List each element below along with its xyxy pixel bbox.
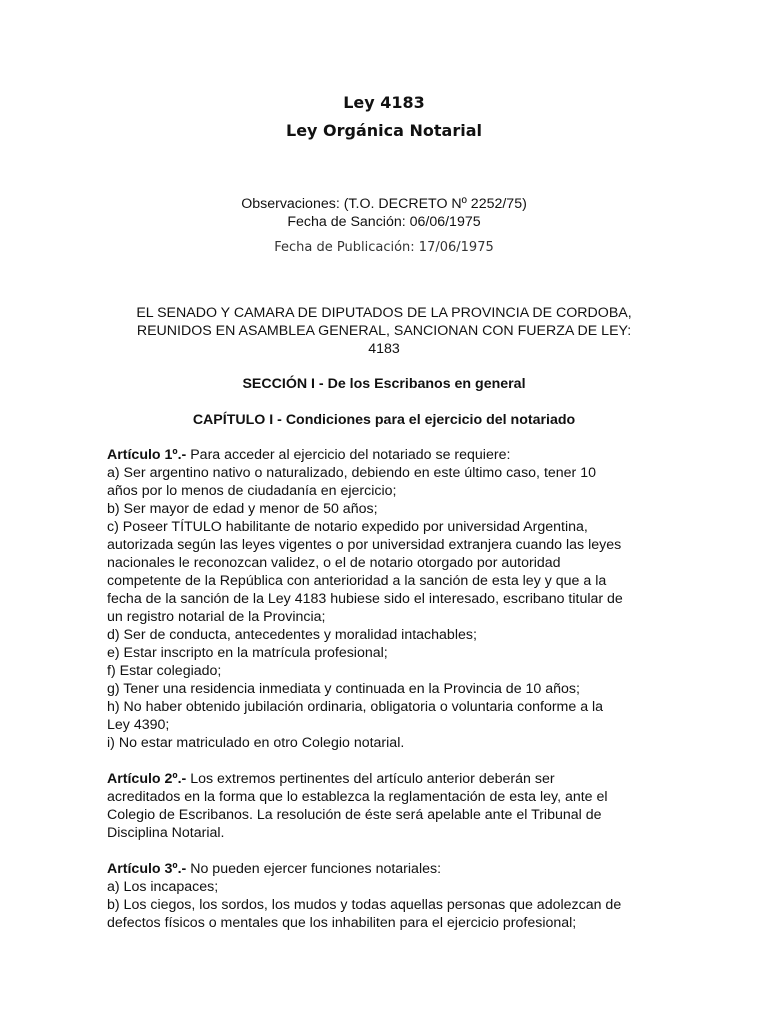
observaciones-text: Observaciones: (T.O. DECRETO Nº 2252/75) (241, 196, 527, 212)
article-heading (107, 446, 667, 464)
preamble-line: EL SENADO Y CAMARA DE DIPUTADOS DE LA PROVINCIA DE CORDOBA, (136, 305, 632, 321)
article-line: a) Los incapaces; (107, 879, 219, 895)
article-label: Artículo 1º.- (107, 447, 187, 463)
chapter-title: CAPÍTULO I - Condiciones para el ejercicio del notariado (192, 412, 576, 428)
article-line: nacionales le reconozcan validez, o el de notario otorgado por autoridad (107, 555, 561, 571)
article-line: b) Ser mayor de edad y menor de 50 años; (107, 501, 378, 517)
preamble (100, 304, 668, 358)
article-line: c) Poseer TÍTULO habilitante de notario expedido por universidad Argentina, (107, 519, 588, 535)
article-line: fecha de la sanción de la Ley 4183 hubiese sido el interesado, escribano titular de (107, 591, 623, 607)
article-line: competente de la República con anterioridad a la sanción de esta ley y que a la (107, 573, 607, 589)
article-line: h) No haber obtenido jubilación ordinaria, obligatoria o voluntaria conforme a la (107, 699, 604, 715)
article-line: i) No estar matriculado en otro Colegio notarial. (107, 735, 405, 751)
articles-list (107, 446, 667, 950)
fecha-sancion-text: Fecha de Sanción: 06/06/1975 (287, 214, 481, 230)
section-title: SECCIÓN I - De los Escribanos en general (242, 376, 526, 392)
article-heading (107, 770, 667, 788)
article-1 (107, 446, 667, 752)
article-line: defectos físicos o mentales que los inhabiliten para el ejercicio profesional; (107, 915, 577, 931)
preamble-line: REUNIDOS EN ASAMBLEA GENERAL, SANCIONAN CON FUERZA DE LEY: (136, 323, 632, 339)
article-line: g) Tener una residencia inmediata y continuada en la Provincia de 10 años; (107, 681, 580, 697)
article-heading (107, 860, 667, 878)
article-line: un registro notarial de la Provincia; (107, 609, 326, 625)
article-intro: No pueden ejercer funciones notariales: (186, 861, 442, 877)
article-line: Disciplina Notarial. (107, 825, 225, 841)
article-line: Ley 4390; (107, 717, 170, 733)
article-line: e) Estar inscripto en la matrícula profesional; (107, 645, 388, 661)
law-name-heading: Ley Orgánica Notarial (286, 121, 482, 140)
article-intro: Los extremos pertinentes del artículo anterior deberán ser (186, 771, 555, 787)
fecha-publicacion-text: Fecha de Publicación: 17/06/1975 (274, 240, 494, 255)
article-line: acreditados en la forma que lo establezca la reglamentación de esta ley, ante el (107, 789, 608, 805)
article-label: Artículo 2º.- (107, 771, 187, 787)
article-line: Colegio de Escribanos. La resolución de éste será apelable ante el Tribunal de (107, 807, 602, 823)
article-line: autorizada según las leyes vigentes o por universidad extranjera cuando las leyes (107, 537, 622, 553)
article-label: Artículo 3º.- (107, 861, 187, 877)
article-3 (107, 860, 667, 932)
article-line: a) Ser argentino nativo o naturalizado, debiendo en este último caso, tener 10 (107, 465, 596, 481)
preamble-line: 4183 (368, 341, 400, 357)
article-intro: Para acceder al ejercicio del notariado se requiere: (186, 447, 511, 463)
article-line: d) Ser de conducta, antecedentes y moralidad intachables; (107, 627, 477, 643)
article-line: f) Estar colegiado; (107, 663, 222, 679)
article-line: años por lo menos de ciudadanía en ejercicio; (107, 483, 397, 499)
article-line: b) Los ciegos, los sordos, los mudos y todas aquellas personas que adolezcan de (107, 897, 622, 913)
law-number-heading: Ley 4183 (343, 93, 425, 112)
article-2 (107, 770, 667, 842)
